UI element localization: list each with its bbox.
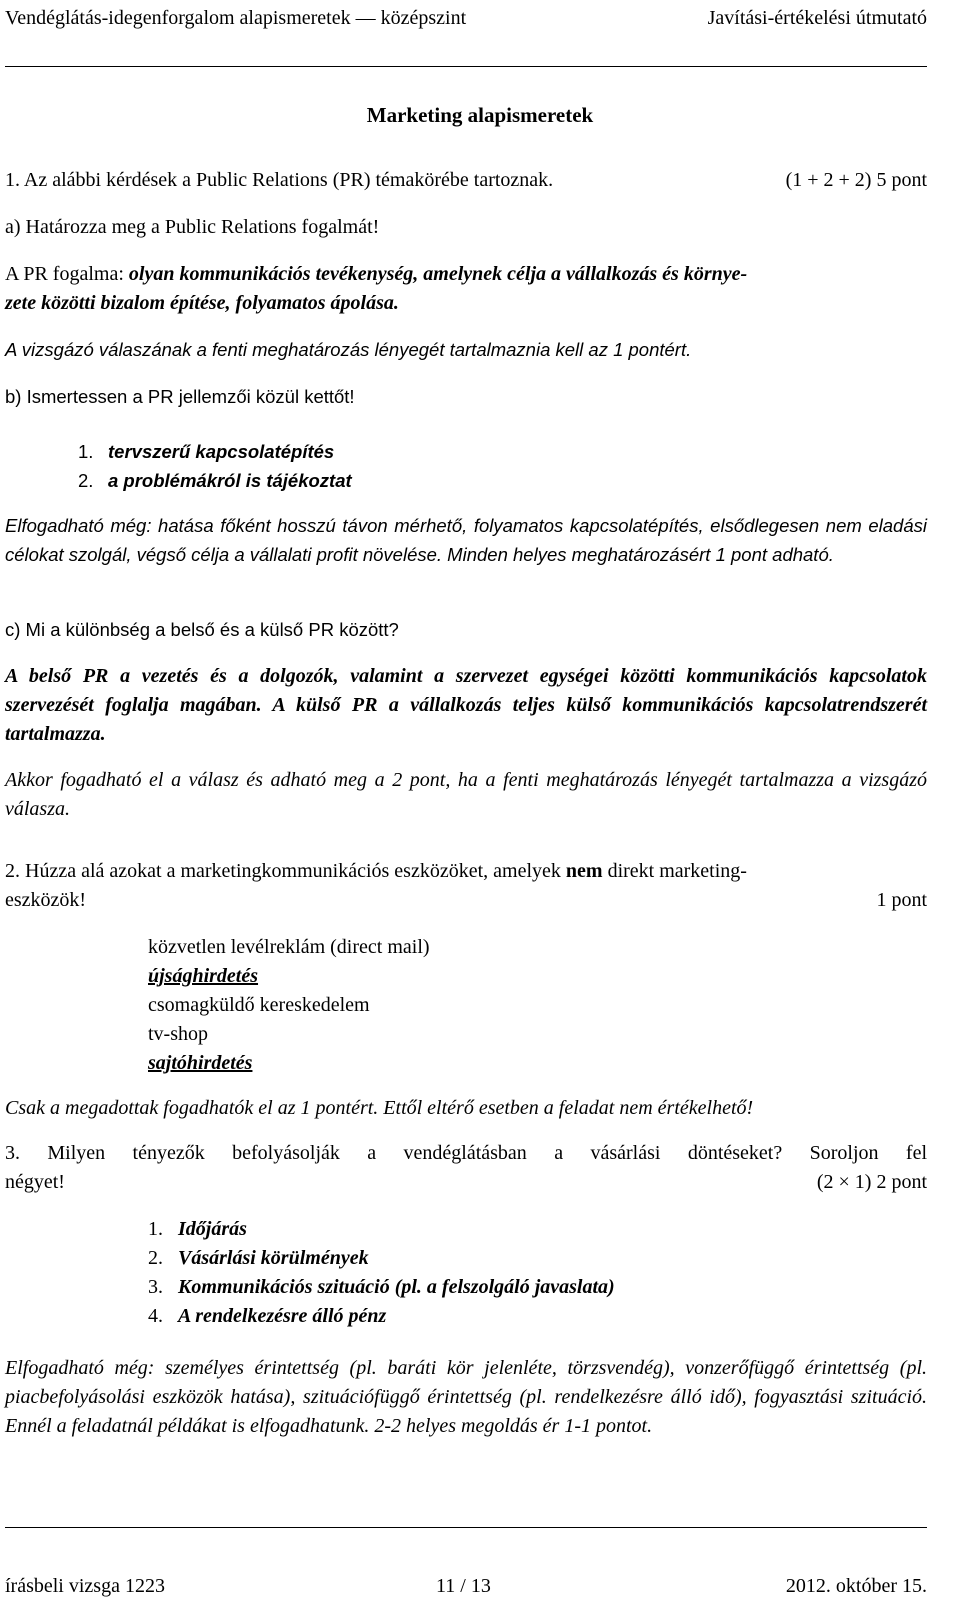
q1c-answer: A belső PR a vezetés és a dolgozók, valamint a szervezet egységei közötti kommunikációs kapcsolatok szervezését foglalja magában. A külső PR a vállalkozás teljes külső kommunikációs kapcsolatrendszerét tartalmazza.	[5, 665, 927, 745]
q1-text: 1. Az alábbi kérdések a Public Relations (PR) témakörébe tartoznak.	[5, 169, 554, 191]
q3-line1: 3. Milyen tényezők befolyásolják a vendéglátásban a vásárlási döntéseket? Soroljon fel	[5, 1142, 927, 1164]
q1-points: (1 + 2 + 2) 5 pont	[785, 169, 927, 191]
q3-heading	[5, 1139, 927, 1197]
q2-line1-bold: nem	[565, 860, 603, 882]
q2-line1	[5, 857, 927, 886]
q3-list	[148, 1215, 848, 1331]
q3-item-3-text: Kommunikációs szituáció (pl. a felszolgáló javaslata)	[178, 1276, 615, 1298]
q3-item-1	[148, 1215, 848, 1244]
q3-item-2-num: 2.	[148, 1247, 163, 1269]
q1b-item-1	[78, 437, 678, 466]
q2-line2: eszközök!	[5, 889, 87, 911]
q1a-answer-text1: olyan kommunikációs tevékenység, amelynek célja a vállalkozás és környe-	[128, 263, 748, 285]
q2-item-4: tv-shop	[148, 1023, 208, 1045]
q1b-question: b) Ismertessen a PR jellemzői közül kettőt!	[5, 386, 355, 407]
q1a-question: a) Határozza meg a Public Relations fogalmát!	[5, 216, 380, 238]
q1b-item-2-num: 2.	[78, 470, 94, 491]
q1c-note: Akkor fogadható el a válasz és adható meg a 2 pont, ha a fenti meghatározás lényegét tartalmazza a vizsgázó válasza.	[5, 769, 927, 820]
q2-line1-pre: 2. Húzza alá azokat a marketingkommunikációs eszközöket, amelyek	[5, 860, 566, 882]
q2-list	[148, 933, 748, 1078]
q3-item-2	[148, 1244, 848, 1273]
q1a-answer-line1	[5, 260, 927, 289]
q2-heading	[5, 857, 927, 915]
q3-item-4	[148, 1302, 848, 1331]
q3-item-3	[148, 1273, 848, 1302]
q1b-item-1-text: tervszerű kapcsolatépítés	[108, 441, 335, 462]
q1b-note: Elfogadható még: hatása főként hosszú távon mérhető, folyamatos kapcsolatépítés, elsődlegesen nem eladási célokat szolgál, végső célja a vállalati profit növelése. Minden helyes meghatározásért 1 pont adható.	[5, 515, 927, 565]
q2-item-5: sajtóhirdetés	[148, 1052, 253, 1074]
q1a-note: A vizsgázó válaszának a fenti meghatározás lényegét tartalmaznia kell az 1 pontért.	[5, 339, 692, 360]
q1-heading	[5, 166, 927, 195]
q1a-answer-line2: zete közötti bizalom építése, folyamatos ápolása.	[5, 292, 399, 314]
footer-left: írásbeli vizsga 1223	[5, 1575, 165, 1597]
q1c-question: c) Mi a különbség a belső és a külső PR között?	[5, 619, 399, 640]
q3-line2-row	[5, 1168, 927, 1197]
q3-item-3-num: 3.	[148, 1276, 163, 1298]
header-right: Javítási-értékelési útmutató	[707, 7, 927, 29]
q2-item-2: újsághirdetés	[148, 965, 259, 987]
q2-line2-row	[5, 886, 927, 915]
q3-item-2-text: Vásárlási körülmények	[178, 1247, 369, 1269]
q3-item-4-text: A rendelkezésre álló pénz	[178, 1305, 387, 1327]
q3-line2: négyet!	[5, 1171, 65, 1193]
q1a-answer-prefix: A PR fogalma:	[5, 263, 129, 285]
footer-page-number: 11 / 13	[436, 1575, 491, 1597]
q2-item-1: közvetlen levélreklám (direct mail)	[148, 936, 430, 958]
q3-item-1-num: 1.	[148, 1218, 163, 1240]
header-left: Vendéglátás-idegenforgalom alapismeretek — középszint	[5, 7, 467, 29]
q2-note: Csak a megadottak fogadhatók el az 1 pontért. Ettől eltérő esetben a feladat nem értékelhető!	[5, 1097, 754, 1119]
q2-line1-post: direkt marketing-	[602, 860, 747, 882]
q3-note: Elfogadható még: személyes érintettség (pl. baráti kör jelenléte, törzsvendég), vonzerőfüggő érintettség (pl. piacbefolyásolási eszközök hatása), szituációfüggő érintettség (pl. rendelkezésre álló idő), fogyasztási szituáció. Ennél a feladatnál példákat is elfogadhatunk. 2-2 helyes megoldás ér 1-1 pontot.	[5, 1357, 927, 1437]
q1b-list	[78, 437, 678, 495]
q1a-answer	[5, 260, 927, 318]
section-title: Marketing alapismeretek	[366, 103, 594, 127]
q1b-item-2-text: a problémákról is tájékoztat	[108, 470, 352, 491]
q3-item-1-text: Időjárás	[178, 1218, 247, 1240]
q2-item-3: csomagküldő kereskedelem	[148, 994, 370, 1016]
q3-item-4-num: 4.	[148, 1305, 163, 1327]
header-rule	[5, 66, 927, 67]
q3-points: (2 × 1) 2 pont	[816, 1171, 927, 1193]
footer-date: 2012. október 15.	[785, 1575, 927, 1597]
q1b-item-2	[78, 466, 678, 495]
footer-rule	[5, 1527, 927, 1528]
q2-points: 1 pont	[876, 889, 927, 911]
q1b-item-1-num: 1.	[78, 441, 94, 462]
